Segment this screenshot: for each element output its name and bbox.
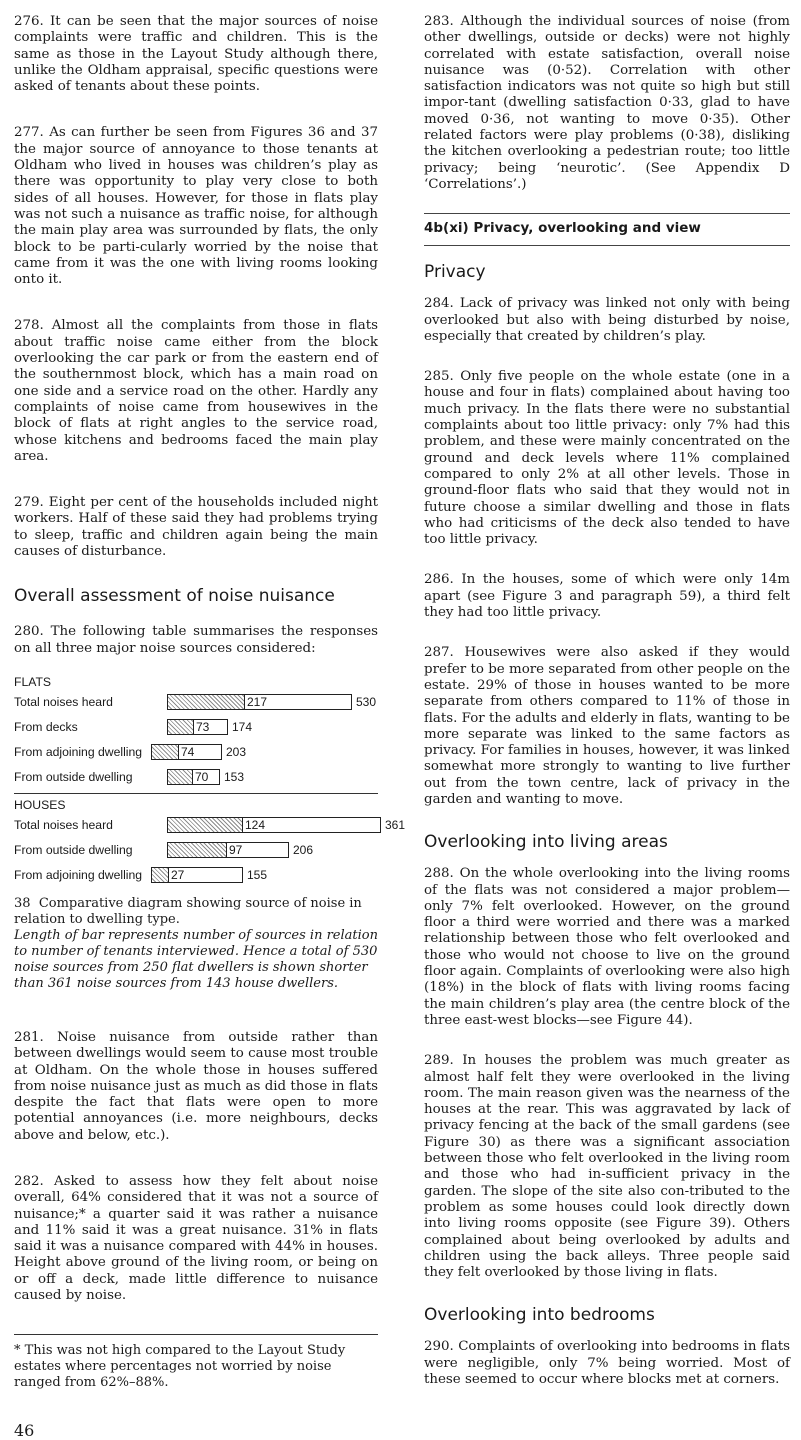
paragraph-276: 276. It can be seen that the major sources of noise complaints were traffic and children. This is the same as those in the Layout Study although there, unlike the Oldham appraisal, specific questions were asked of tenants about these points. [14,14,378,95]
paragraph-288: 288. On the whole overlooking into the living rooms of the flats was not considered a major problem—only 7% felt overlooked. However, on the ground floor a third were worried and there was a marked relationship between those who felt overlooked and those who would not choose to live on the ground floor again. Complaints of overlooking were also high (18%) in the block of flats with living rooms facing the main children’s play area (the centre block of the three east-west blocks—see Figure 44). [424,866,790,1028]
houses-rows [14,813,406,888]
paragraph-285: 285. Only five people on the whole estate (one in a house and four in flats) complained about having too much privacy. In the flats there were no substantial complaints about too little privacy: only 7% had this problem, and these were mainly concentrated on the ground and deck levels where 11% complained compared to only 2% at all other levels. Those in ground-floor flats who said that they would not in future choose a similar dwelling and those in flats who had criticisms of the deck also tended to have too little privacy. [424,369,790,548]
chart-divider [14,793,378,794]
chart-bar-total [167,817,381,833]
heading-privacy: Privacy [424,262,486,283]
chart-hatched-value: 27 [171,867,185,882]
heading-bedrooms: Overlooking into bedrooms [424,1305,655,1326]
right-column [424,14,790,1388]
chart-total-value: 530 [356,694,377,709]
box-heading-privacy: 4b(xi) Privacy, overlooking and view [424,213,790,246]
caption-title: Comparative diagram showing source of noise in relation to dwelling type. [14,895,362,927]
paragraph-284: 284. Lack of privacy was linked not only with being overlooked but also with being disturbed by noise, especially that created by children’s play. [424,296,790,344]
chart-row [14,838,378,863]
chart-row-label: From adjoining dwelling [14,867,143,882]
chart-bar-hatched [152,868,169,882]
chart-bar-total [167,694,352,710]
chart-row [14,690,378,715]
chart-total-value: 155 [247,867,268,882]
chart-total-value: 174 [232,719,253,734]
paragraph-277: 277. As can further be seen from Figures 36 and 37 the major source of annoyance to those tenants at Oldham who lived in houses was children’s play as there was opportunity to play very close to both sides of all houses. However, for those in flats play was not such a nuisance as traffic noise, for although the main play area was surrounded by flats, the only block to be parti-cularly worried by the noise that came from it was the one with living rooms looking onto it. [14,125,378,288]
chart-bar-hatched [168,695,245,709]
chart-hatched-value: 70 [195,769,209,784]
footnote-rule [14,1334,378,1335]
section-heading-noise: Overall assessment of noise nuisance [14,586,335,607]
chart-bar-hatched [168,818,243,832]
figure-caption [14,896,378,992]
footnote: * This was not high compared to the Layout Study estates where percentages not worried by noise ranged from 62%–88%. [14,1343,346,1391]
chart-row [14,765,378,790]
chart-hatched-value: 97 [229,842,243,857]
chart-bar-total [167,719,228,735]
chart-bar-hatched [168,843,227,857]
page-number: 46 [14,1421,35,1440]
chart-row-label: From outside dwelling [14,842,133,857]
paragraph-289: 289. In houses the problem was much greater as almost half felt they were overlooked in the living room. The main reason given was the nearness of the houses at the rear. This was aggravated by lack of privacy fencing at the back of the small gardens (see Figure 30) as there was a significant association between those who felt overlooked in the living room and those who had in-sufficient privacy in the garden. The slope of the site also con-tributed to the problem as some houses could look directly down into living rooms opposite (see Figure 39). Others complained about being overlooked by adults and children using the back alleys. Three people said they felt overlooked by those living in flats. [424,1053,790,1281]
chart-row-label: From decks [14,719,78,734]
chart-row-label: Total noises heard [14,694,113,709]
chart-hatched-value: 73 [196,719,210,734]
left-column [14,14,406,1440]
paragraph-286: 286. In the houses, some of which were only 14m apart (see Figure 3 and paragraph 59), a third felt they had too little privacy. [424,572,790,621]
flats-rows [14,690,378,790]
chart-row-label: From outside dwelling [14,769,133,784]
chart-row [14,715,378,740]
chart-row [14,863,378,888]
chart-bar-total [151,744,222,760]
chart-row-label: Total noises heard [14,817,113,832]
chart-total-value: 361 [385,817,406,832]
chart-total-value: 203 [226,744,247,759]
chart-total-value: 153 [224,769,245,784]
chart-hatched-value: 124 [245,817,266,832]
paragraph-290: 290. Complaints of overlooking into bedrooms in flats were negligible, only 7% being worried. Most of these seemed to occur where blocks met at corners. [424,1339,790,1387]
heading-living-areas: Overlooking into living areas [424,832,668,853]
noise-chart [14,674,406,888]
paragraph-283: 283. Although the individual sources of noise (from other dwellings, outside or decks) were not highly correlated with estate satisfaction, overall noise nuisance was (0·52). Correlation with other satisfaction indicators was not quite so high but still impor-tant (dwelling satisfaction 0·33, glad to have moved 0·36, not wanting to move 0·35). Other related factors were play problems (0·38), disliking the kitchen overlooking a pedestrian route; too little privacy; being ‘neurotic’. (See Appendix D ‘Correlations’.) [424,14,790,192]
chart-row-label: From adjoining dwelling [14,744,143,759]
paragraph-282: 282. Asked to assess how they felt about noise overall, 64% considered that it was not a source of nuisance;* a quarter said it was rather a nuisance and 11% said it was a great nuisance. 31% in flats said it was a nuisance compared with 44% in houses. Height above ground of the living room, or being on or off a deck, made little difference to nuisance caused by noise. [14,1173,378,1304]
chart-total-value: 206 [293,842,314,857]
chart-hatched-value: 217 [247,694,268,709]
caption-body: Length of bar represents number of sources in relation to number of tenants interviewed. Hence a total of 530 noise sources from 250 flat dwellers is shown shorter than 361 noise sources from 143 house dwellers. [14,927,378,991]
paragraph-280: 280. The following table summarises the responses on all three major noise sources considered: [14,624,378,656]
paragraph-279: 279. Eight per cent of the households included night workers. Half of these said they had problems trying to sleep, traffic and children again being the main causes of disturbance. [14,495,378,560]
chart-row [14,813,406,838]
caption-number: 38 [14,895,31,911]
chart-bar-total [151,867,243,883]
chart-bar-hatched [168,770,193,784]
paragraph-278: 278. Almost all the complaints from those in flats about traffic noise came either from the block overlooking the car park or from the eastern end of the southernmost block, which has a main road on one side and a service road on the other. Hardly any complaints of noise came from housewives in the block of flats at right angles to the service road, whose kitchens and bedrooms faced the main play area. [14,318,378,464]
chart-hatched-value: 74 [181,744,195,759]
chart-bar-total [167,769,220,785]
group-label-flats: FLATS [14,674,52,689]
paragraph-287: 287. Housewives were also asked if they would prefer to be more separated from other people on the estate. 29% of those in houses wanted to be more separate from others compared to 11% of those in flats. For the adults and elderly in flats, wanting to be more separate was linked to the same factors as privacy. For families in houses, however, it was linked somewhat more strongly to wanting to live further out from the town centre, lack of privacy in the garden and wanting to move. [424,645,790,807]
chart-bar-total [167,842,289,858]
chart-row [14,740,378,765]
chart-bar-hatched [168,720,194,734]
chart-bar-hatched [152,745,179,759]
paragraph-281: 281. Noise nuisance from outside rather than between dwellings would seem to cause most trouble at Oldham. On the whole those in houses suffered from noise nuisance just as much as did those in flats despite the fact that flats were open to more potential annoyances (i.e. more neighbours, decks above and below, etc.). [14,1029,378,1143]
group-label-houses: HOUSES [14,797,66,812]
